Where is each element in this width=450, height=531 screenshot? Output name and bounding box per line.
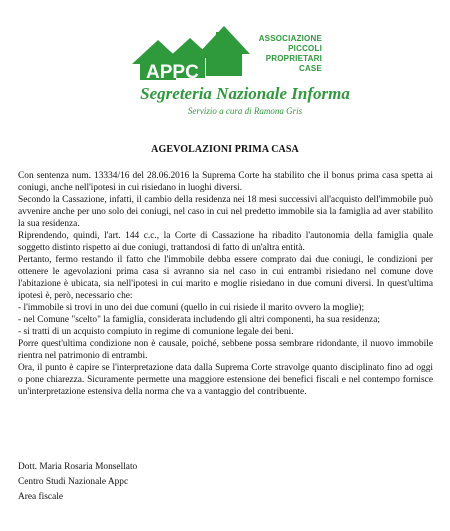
paragraph: Secondo la Cassazione, infatti, il cambio della residenza nei 18 mesi successivi all'acquisto dell'immobile può avvenire anche per uno solo dei coniugi, nel caso in cui nel predetto immobile sia la famiglia ad aver stabilito la sua residenza. [18, 195, 433, 229]
newsletter-title: Segreteria Nazionale Informa [140, 84, 350, 103]
assoc-line: PICCOLI [288, 44, 322, 53]
author-area: Area fiscale [18, 492, 64, 502]
paragraph: Ora, il punto è capire se l'interpretazione data dalla Suprema Corte stravolge quanto disciplinato fino ad oggi o pone chiarezza. Sicuramente permette una maggiore estensione dei benefici fiscali e nel contempo fornisce un'interpretazione estensiva della norma che va a vantaggio del contribuente. [18, 363, 433, 397]
list-item: - l'immobile si trovi in uno dei due comuni (quello in cui risiede il marito ovvero la moglie); [18, 303, 365, 313]
assoc-line: ASSOCIAZIONE [258, 34, 322, 43]
author-org: Centro Studi Nazionale Appc [18, 477, 129, 487]
paragraph: Pertanto, fermo restando il fatto che l'immobile debba essere comprato dai due coniugi, le condizioni per ottenere le agevolazioni prima casa si avranno sia nel caso in cui entrambi risiedano nel comune dove l'abitazione è ubicata, sia nell'ipotesi in cui marito e moglie risiedano in due comuni diversi. In quest'ultima ipotesi è, però, necessario che: [18, 255, 433, 301]
logo-mark-text: APPC [146, 62, 199, 83]
assoc-line: PROPRIETARI [265, 54, 322, 63]
list-item: - si tratti di un acquisto compiuto in regime di comunione legale dei beni. [18, 327, 294, 337]
paragraph: Porre quest'ultima condizione non è causale, poiché, sebbene possa sembrare ridondante, il nuovo immobile rientra nel patrimonio di entrambi. [18, 339, 433, 361]
newsletter-subtitle: Servizio a cura di Ramona Gris [187, 106, 303, 116]
association-name [232, 34, 322, 74]
paragraph: Riprendendo, quindi, l'art. 144 c.c., la Corte di Cassazione ha ribadito l'autonomia della famiglia quale soggetto distinto rispetto ai due coniugi, trattandosi di fatto di un'altra entità. [18, 231, 433, 253]
author-name: Dott. Maria Rosaria Monsellato [18, 462, 138, 472]
paragraph: Con sentenza num. 13334/16 del 28.06.2016 la Suprema Corte ha stabilito che il bonus prima casa spetta ai coniugi, anche nell'ipotesi in cui risiedano in luoghi diversi. [18, 171, 433, 193]
signature-block [18, 460, 137, 505]
article-title: AGEVOLAZIONI PRIMA CASA [151, 144, 299, 155]
article-body [18, 170, 433, 398]
list-item: - nel Comune "scelto" la famiglia, considerata includendo gli altri componenti, ha sua residenza; [18, 315, 380, 325]
assoc-line: CASE [298, 64, 322, 73]
